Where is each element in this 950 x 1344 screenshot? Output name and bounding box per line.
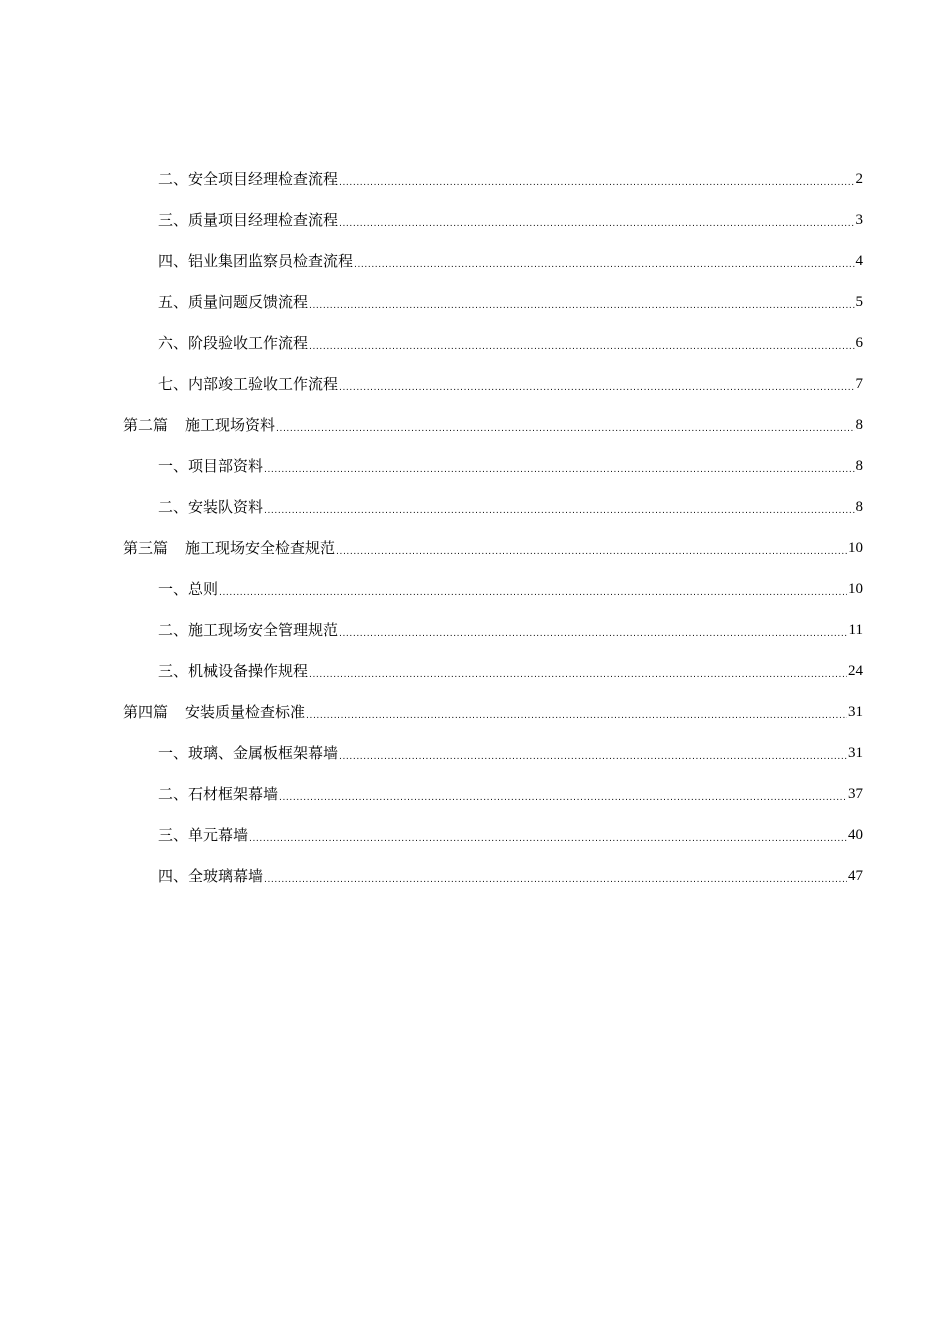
dot-leader [309,661,847,681]
toc-entry[interactable] [158,650,863,691]
toc-entry[interactable] [158,855,863,896]
toc-entry-title: 二、石材框架幕墙 [158,784,279,803]
toc-entry[interactable] [158,445,863,486]
dot-leader [339,210,854,230]
toc-chapter-number: 第二篇 [123,415,169,434]
toc-entry-title: 五、质量问题反馈流程 [158,292,309,311]
toc-entry-page-number: 31 [848,744,863,761]
toc-entry-page-number: 31 [848,703,863,720]
toc-entry-title: 二、施工现场安全管理规范 [158,620,339,639]
toc-entry-title: 三、质量项目经理检查流程 [158,210,339,229]
toc-entry[interactable] [158,609,863,650]
dot-leader [309,292,854,312]
dot-leader [264,866,847,886]
toc-chapter-entry[interactable] [123,691,863,732]
toc-entry[interactable] [158,281,863,322]
toc-entry-title: 四、全玻璃幕墙 [158,866,264,885]
dot-leader [339,169,854,189]
toc-entry[interactable] [158,568,863,609]
toc-entry[interactable] [158,322,863,363]
toc-entry-page-number: 3 [855,211,863,228]
toc-entry-title: 三、机械设备操作规程 [158,661,309,680]
toc-entry-title: 三、单元幕墙 [158,825,249,844]
toc-entry[interactable] [158,773,863,814]
toc-entry[interactable] [158,732,863,773]
toc-entry-page-number: 37 [848,785,863,802]
toc-entry-page-number: 2 [855,170,863,187]
toc-entry-title: 一、总则 [158,579,219,598]
toc-entry-page-number: 8 [855,416,863,433]
toc-entry-page-number: 40 [848,826,863,843]
toc-entry[interactable] [158,199,863,240]
toc-entry-page-number: 11 [848,621,863,638]
toc-entry-page-number: 5 [855,293,863,310]
toc-entry-page-number: 8 [855,498,863,515]
dot-leader [276,415,854,435]
dot-leader [339,743,847,763]
toc-entry[interactable] [158,486,863,527]
dot-leader [336,538,847,558]
toc-entry-title: 二、安全项目经理检查流程 [158,169,339,188]
toc-entry[interactable] [158,363,863,404]
toc-entry[interactable] [158,814,863,855]
toc-entry-page-number: 10 [848,580,863,597]
toc-entry[interactable] [158,158,863,199]
dot-leader [354,251,854,271]
dot-leader [264,456,854,476]
toc-entry[interactable] [158,240,863,281]
toc-entry-title: 四、铝业集团监察员检查流程 [158,251,354,270]
toc-entry-title: 安装质量检查标准 [185,702,306,721]
toc-chapter-number: 第四篇 [123,702,169,721]
dot-leader [219,579,847,599]
dot-leader [309,333,854,353]
toc-entry-page-number: 7 [855,375,863,392]
dot-leader [339,620,848,640]
toc-entry-title: 施工现场安全检查规范 [185,538,336,557]
dot-leader [279,784,847,804]
toc-entry-title: 一、玻璃、金属板框架幕墙 [158,743,339,762]
toc-entry-page-number: 6 [855,334,863,351]
toc-entry-page-number: 47 [848,867,863,884]
dot-leader [249,825,847,845]
toc-entry-title: 一、项目部资料 [158,456,264,475]
toc-entry-page-number: 10 [848,539,863,556]
toc-chapter-entry[interactable] [123,404,863,445]
toc-entry-page-number: 24 [848,662,863,679]
toc-entry-page-number: 4 [855,252,863,269]
toc-entry-page-number: 8 [855,457,863,474]
toc-entry-title: 七、内部竣工验收工作流程 [158,374,339,393]
toc-entry-title: 六、阶段验收工作流程 [158,333,309,352]
toc-entry-title: 二、安装队资料 [158,497,264,516]
toc-chapter-entry[interactable] [123,527,863,568]
dot-leader [264,497,854,517]
dot-leader [339,374,854,394]
dot-leader [306,702,847,722]
toc-chapter-number: 第三篇 [123,538,169,557]
toc-entry-title: 施工现场资料 [185,415,276,434]
